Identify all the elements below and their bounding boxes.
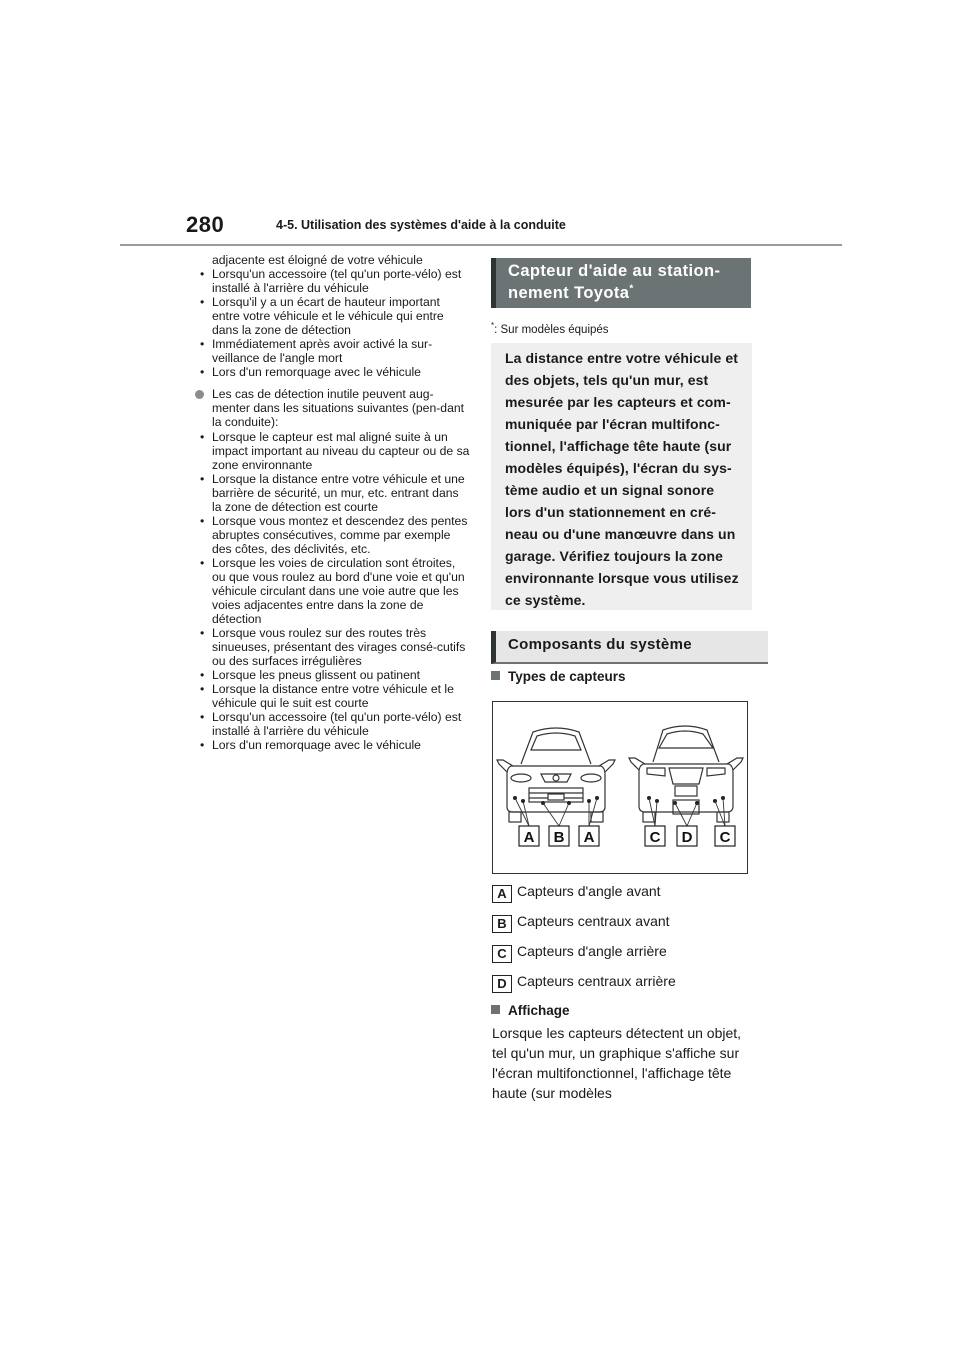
list-item: • Lors d'un remorquage avec le véhicule — [200, 738, 421, 752]
subheading-display: Affichage — [491, 1003, 570, 1018]
legend-key: A — [492, 885, 512, 903]
legend-key: B — [492, 915, 512, 933]
section-title-parking-sensor: Capteur d'aide au station-nement Toyota* — [491, 258, 751, 308]
figure-label-c-right: C — [719, 829, 731, 846]
label-boxes — [519, 826, 735, 846]
list-item: • Lorsqu'un accessoire (tel qu'un porte-vélo) est installé à l'arrière du véhicule — [200, 267, 462, 295]
list-item: • Immédiatement après avoir activé la sur-veillance de l'angle mort — [200, 337, 433, 365]
list-item: • Lorsqu'il y a un écart de hauteur important entre votre véhicule et le véhicule qui entre dans la zone de détection — [200, 295, 444, 337]
intro-box: La distance entre votre véhicule et des objets, tels qu'un mur, est mesurée par les capteurs et com-muniquée par l'écran multifonc-tionnel, l'affichage tête haute (sur modèles équipés), l'écran du sys-tème audio et un signal sonore lors d'un stationnement en cré-neau ou d'une manœuvre dans un garage. Vérifiez toujours la zone environnante lorsque vous utilisez ce système. — [491, 343, 752, 610]
subheading-sensor-types: Types de capteurs — [491, 669, 626, 684]
list-item: • Lorsque vous montez et descendez des pentes abruptes consécutives, comme par exemple des côtes, des déclivités, etc. — [200, 514, 468, 556]
square-bullet-icon — [491, 1005, 500, 1014]
figure-label-b: B — [553, 829, 565, 846]
footnote: *: Sur modèles équipés — [491, 321, 609, 336]
circle-bullet-paragraph: Les cas de détection inutile peuvent aug-menter dans les situations suivantes (pen-dant la conduite): — [195, 387, 470, 429]
legend-key: C — [492, 945, 512, 963]
list-item: • Lorsqu'un accessoire (tel qu'un porte-vélo) est installé à l'arrière du véhicule — [200, 710, 462, 738]
circle-bullet-icon — [195, 390, 204, 399]
list-item: • Lorsque les pneus glissent ou patinent — [200, 668, 421, 682]
rear-car-drawing — [629, 726, 743, 822]
square-bullet-icon — [491, 671, 500, 680]
list-item: • Lorsque la distance entre votre véhicule et une barrière de sécurité, un mur, etc. entrant dans la zone de détection est courte — [200, 472, 465, 514]
list-item: • Lorsque les voies de circulation sont étroites, ou que vous roulez au bord d'une voie et qu'un véhicule circulant dans une voie autre que les voies adjacentes entre dans la zone de détection — [200, 556, 465, 626]
figure-label-d: D — [681, 829, 693, 846]
car-illustration — [493, 702, 747, 873]
figure-label-a-right: A — [583, 829, 595, 846]
legend-item: B Capteurs centraux avant — [492, 913, 670, 933]
section-title: 4-5. Utilisation des systèmes d'aide à la conduite — [276, 218, 566, 232]
legend-item: A Capteurs d'angle avant — [492, 883, 661, 903]
list-item: • Lorsque la distance entre votre véhicule et le véhicule qui le suit est courte — [200, 682, 454, 710]
legend-key: D — [492, 975, 512, 993]
list-item: • Lorsque le capteur est mal aligné suite à un impact important au niveau du capteur ou de sa zone environnante — [200, 430, 470, 472]
continued-text: adjacente est éloigné de votre véhicule — [212, 253, 423, 267]
legend-item: C Capteurs d'angle arrière — [492, 943, 667, 963]
header-divider — [120, 244, 842, 246]
left-column — [195, 253, 470, 752]
section-title-components: Composants du système — [491, 631, 768, 664]
figure-label-c-left: C — [649, 829, 661, 846]
legend-item: D Capteurs centraux arrière — [492, 973, 676, 993]
display-paragraph: Lorsque les capteurs détectent un objet, tel qu'un mur, un graphique s'affiche sur l'écran multifonctionnel, l'affichage tête haute (sur modèles — [492, 1025, 742, 1101]
page-number: 280 — [186, 212, 225, 237]
list-item: • Lorsque vous roulez sur des routes très sinueuses, présentant des virages consé-cutifs ou des surfaces irrégulières — [200, 626, 466, 668]
sensor-diagram — [492, 701, 748, 874]
list-item: • Lors d'un remorquage avec le véhicule — [200, 365, 421, 379]
figure-label-a-left: A — [523, 829, 535, 846]
front-car-drawing — [497, 728, 615, 822]
